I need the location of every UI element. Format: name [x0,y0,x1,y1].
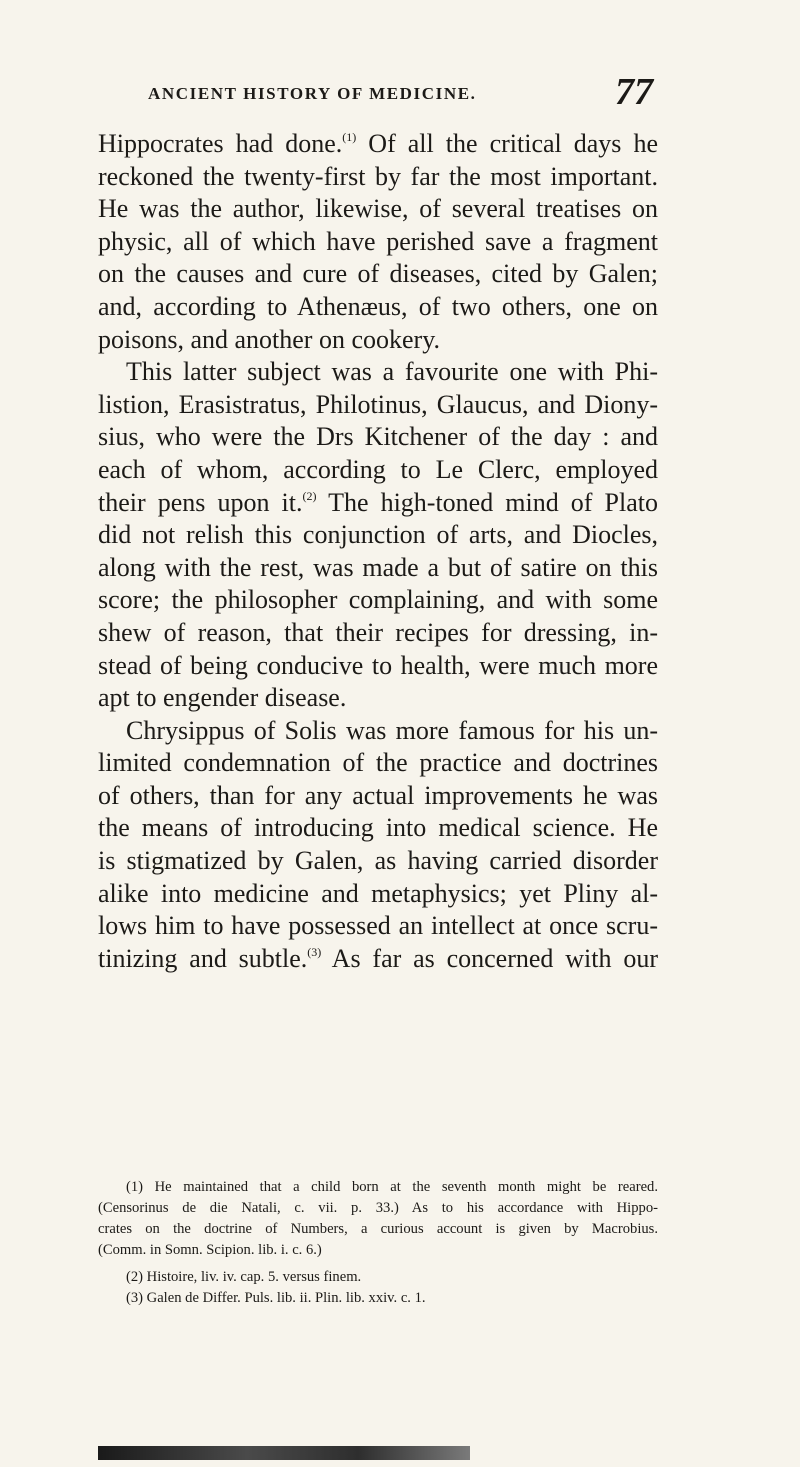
text-line: shew of reason, that their recipes for dressing, in- [98,617,658,647]
text-line: This latter subject was a favourite one with Phi- [126,357,658,387]
footnote-ref: (2) [302,488,317,503]
text-line: Hippocrates had done.$^{(1)}$ Of all the critical days he [98,129,658,158]
running-head: ANCIENT HISTORY OF MEDICINE. [148,84,477,103]
footnote-3: (3) Galen de Differ. Puls. lib. ii. Plin. lib. xxiv. c. 1. [126,1290,426,1306]
footnote-line: (1) He maintained that a child born at the seventh month might be reared. [126,1179,658,1195]
text-line: Chrysippus of Solis was more famous for his un- [126,715,658,745]
text-line: each of whom, according to Le Clerc, employed [98,454,658,484]
text-line: listion, Erasistratus, Philotinus, Glaucus, and Diony- [98,389,658,419]
text-line: and, according to Athenæus, of two others, one on [98,291,658,321]
text-line: lows him to have possessed an intellect at once scru- [98,911,658,941]
text-line: alike into medicine and metaphysics; yet Pliny al- [98,878,658,908]
footnotes [98,1177,658,1309]
text-line: of others, than for any actual improvements he was [98,780,658,810]
text-line: sius, who were the Drs Kitchener of the day : and [98,422,658,452]
text-line: stead of being conducive to health, were much more [98,650,658,680]
body-text [98,128,658,975]
footnote-2: (2) Histoire, liv. iv. cap. 5. versus finem. [126,1269,362,1285]
text-line: the means of introducing into medical science. He [98,813,658,843]
page-number: 77 [615,71,653,113]
text-line: did not relish this conjunction of arts, and Diocles, [98,520,658,550]
footnote-ref: (1) [342,130,357,144]
text-line: poisons, and another on cookery. [98,324,441,354]
text-line: on the causes and cure of diseases, cited by Galen; [98,259,658,289]
text-line: tinizing and subtle.$^{(3)}$ As far as concerned with our [98,943,658,973]
text-line: along with the rest, was made a but of satire on this [98,552,658,582]
footnote-line: (Comm. in Somn. Scipion. lib. i. c. 6.) [98,1242,322,1258]
page-edge-shadow [98,1446,470,1460]
text-line: their pens upon it.$^{(2)}$ The high-toned mind of Plato [98,487,658,517]
footnote-line: crates on the doctrine of Numbers, a curious account is given by Macrobius. [98,1221,658,1237]
page-header [148,72,653,124]
footnote-line: (Censorinus de die Natali, c. vii. p. 33.) As to his accordance with Hippo- [98,1200,658,1216]
text-line: limited condemnation of the practice and doctrines [98,748,658,778]
text-line: score; the philosopher complaining, and with some [98,585,658,615]
text-line: He was the author, likewise, of several treatises on [98,194,658,224]
text-line: reckoned the twenty-first by far the most important. [98,161,658,191]
footnote-ref: (3) [307,944,322,959]
text-line: physic, all of which have perished save a fragment [98,226,658,256]
text-line: apt to engender disease. [98,683,347,713]
text-line: is stigmatized by Galen, as having carried disorder [98,846,658,876]
